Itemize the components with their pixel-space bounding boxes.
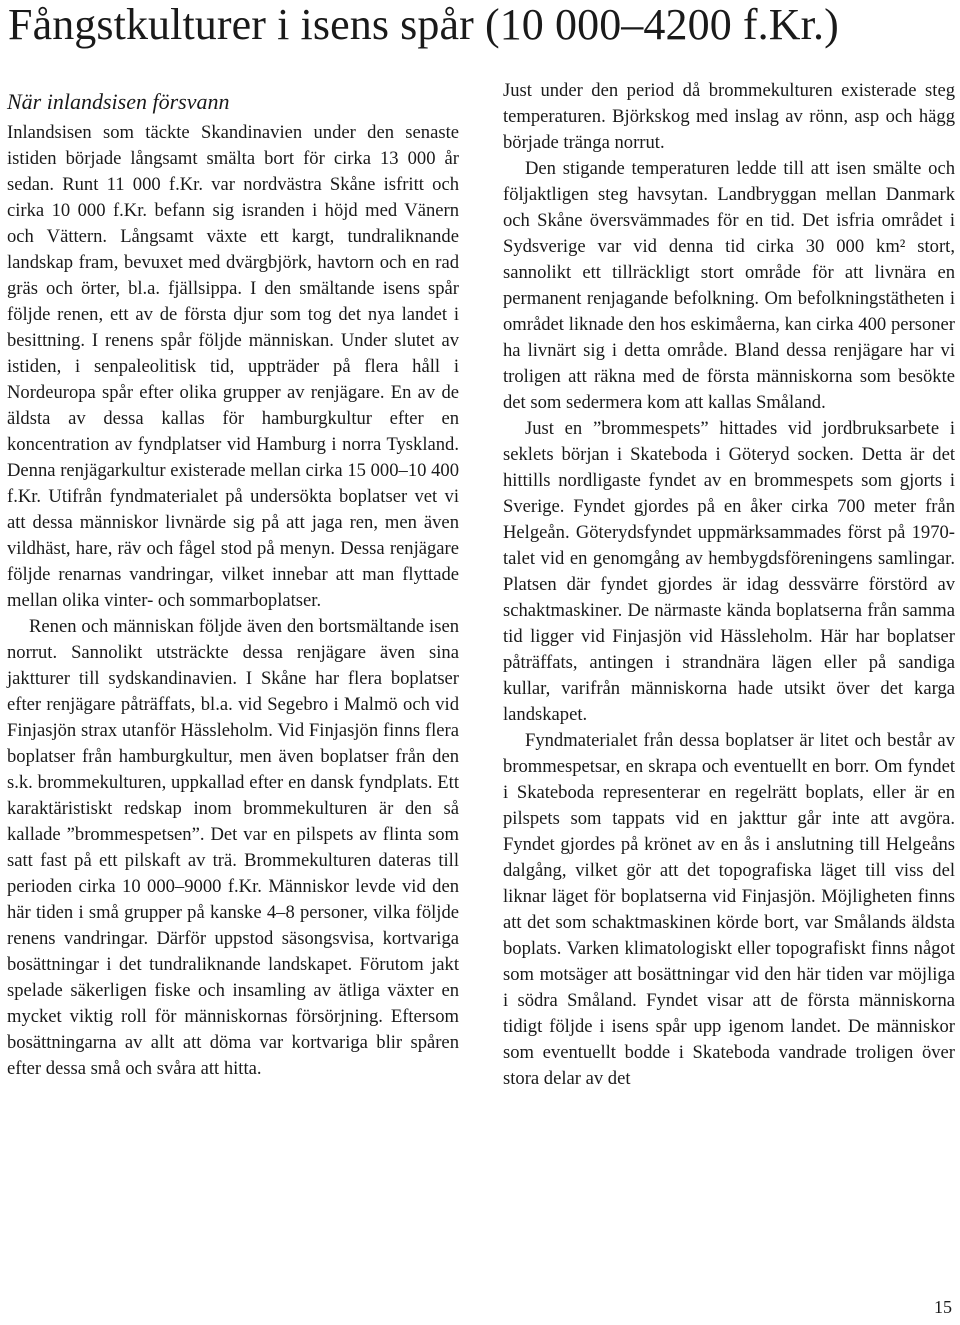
- section-heading: När inlandsisen försvann: [7, 89, 230, 114]
- paragraph: Just under den period då brommekulturen existerade steg temperaturen. Björkskog med inslag av rönn, asp och hägg började tränga norrut.: [503, 80, 955, 153]
- paragraph: Just en ”brommespets” hittades vid jordbruksarbete i seklets början i Skateboda i Göteryd socken. Detta är det hittills nordligaste fyndet av en brommespets som gjorts i Sverige. Fyndet gjordes på en åker cirka 700 meter från Helgeån. Göterydsfyndet uppmärksammades först på 1970-talet vid en genomgång av hembygdsföreningens samlingar. Platsen där fyndet gjordes är idag dessvärre förstörd av schaktmaskiner. De närmaste kända boplatserna från samma tid ligger vid Finjasjön vid Hässleholm. Här har boplatser påträffats, antingen i strandnära lägen eller på sandiga kullar, varifrån människorna hade utsikt över det karga landskapet.: [503, 418, 955, 725]
- paragraph: Inlandsisen som täckte Skandinavien under den senaste istiden började långsamt smälta bort för cirka 13 000 år sedan. Runt 11 000 f.Kr. var nordvästra Skåne isfritt och cirka 10 000 f.Kr. befann sig isranden i höjd med Vänern och Vättern. Långsamt växte ett kargt, tundraliknande landskap fram, bevuxet med dvärgbjörk, havtorn och en rad gräs och örter, bl.a. fjällsippa. I den smältande isens spår följde renen, ett av de första djur som tog det nya landet i besittning. I renens spår följde människan. Under slutet av istiden, i senpaleolitisk tid, uppträder på flera håll i Nordeuropa spår efter olika grupper av renjägare. En av de äldsta av dessa kallas för hamburgkultur efter en koncentration av fyndplatser vid Hamburg i norra Tyskland. Denna renjägarkultur existerade mellan cirka 15 000–10 400 f.Kr. Utifrån fyndmaterialet på undersökta boplatser vet vi att dessa människor livnärde sig på att jaga ren, men även vildhäst, hare, räv och fågel stod på menyn. Dessa renjägare följde renarnas vandringar, vilket innebar att man flyttade mellan olika vinter- och sommarboplatser.: [7, 122, 459, 611]
- right-column: [503, 78, 955, 1092]
- page-number: 15: [934, 1297, 952, 1317]
- paragraph: Den stigande temperaturen ledde till att isen smälte och följaktligen steg havsytan. Landbryggan mellan Danmark och Skåne översvämmades för en tid. Det isfria området i Sydsverige var vid denna tid cirka 30 000 km² stort, sannolikt ett tillräckligt stort område för att livnära en permanent renjagande befolkning. Om befolkningstätheten i området liknade den hos eskimåerna, kan cirka 400 personer ha livnärt sig i detta område. Bland dessa renjägare har vi troligen att räkna med de första människorna som besökte det som sedermera kom att kallas Småland.: [503, 158, 955, 413]
- left-column: [7, 88, 459, 1082]
- page-title: Fångstkulturer i isens spår (10 000–4200 f.Kr.): [8, 0, 839, 49]
- paragraph: Fyndmaterialet från dessa boplatser är litet och består av brommespetsar, en skrapa och eventuellt en borr. Om fyndet i Skateboda representerar en regelrätt boplats, eller är en pilspets som tappats vid en jakttur går inte att avgöra. Fyndet gjordes på krönet av en ås i anslutning till Helgeåns dalgång, vilket gör att det topografiska läget till viss del liknar läget för boplatserna vid Finjasjön. Möjligheten finns att det som schaktmaskinen körde bort, var Smålands äldsta boplats. Varken klimatologiskt eller topografiskt finns något som motsäger att bosättningar vid den här tiden var möjliga i södra Småland. Fyndet visar att de första människorna tidigt följde i isens spår upp igenom landet. De människor som eventuellt bodde i Skateboda vandrade troligen över stora delar av det: [503, 730, 955, 1089]
- paragraph: Renen och människan följde även den bortsmältande isen norrut. Sannolikt utsträckte dessa renjägare även sina jaktturer till sydskandinavien. I Skåne har flera boplatser efter renjägare påträffats, bl.a. vid Segebro i Malmö och vid Finjasjön strax utanför Hässleholm. Vid Finjasjön finns flera boplatser från hamburgkultur, men även boplatser från den s.k. brommekulturen, uppkallad efter en dansk fyndplats. Ett karaktäristiskt redskap inom brommekulturen är den så kallade ”brommespetsen”. Det var en pilspets av flinta som satt fast på ett pilskaft av trä. Brommekulturen dateras till perioden cirka 10 000–9000 f.Kr. Människor levde vid den här tiden i små grupper på kanske 4–8 personer, vilka följde renens vandringar. Därför uppstod säsongsvisa, kortvariga bosättningar i det tundraliknande landskapet. Förutom jakt spelade säkerligen fiske och insamling av ätliga växter en mycket viktig roll för människornas försörjning. Eftersom bosättningarna av allt att döma var kortvariga blir spåren efter dessa små och svåra att hitta.: [7, 616, 459, 1079]
